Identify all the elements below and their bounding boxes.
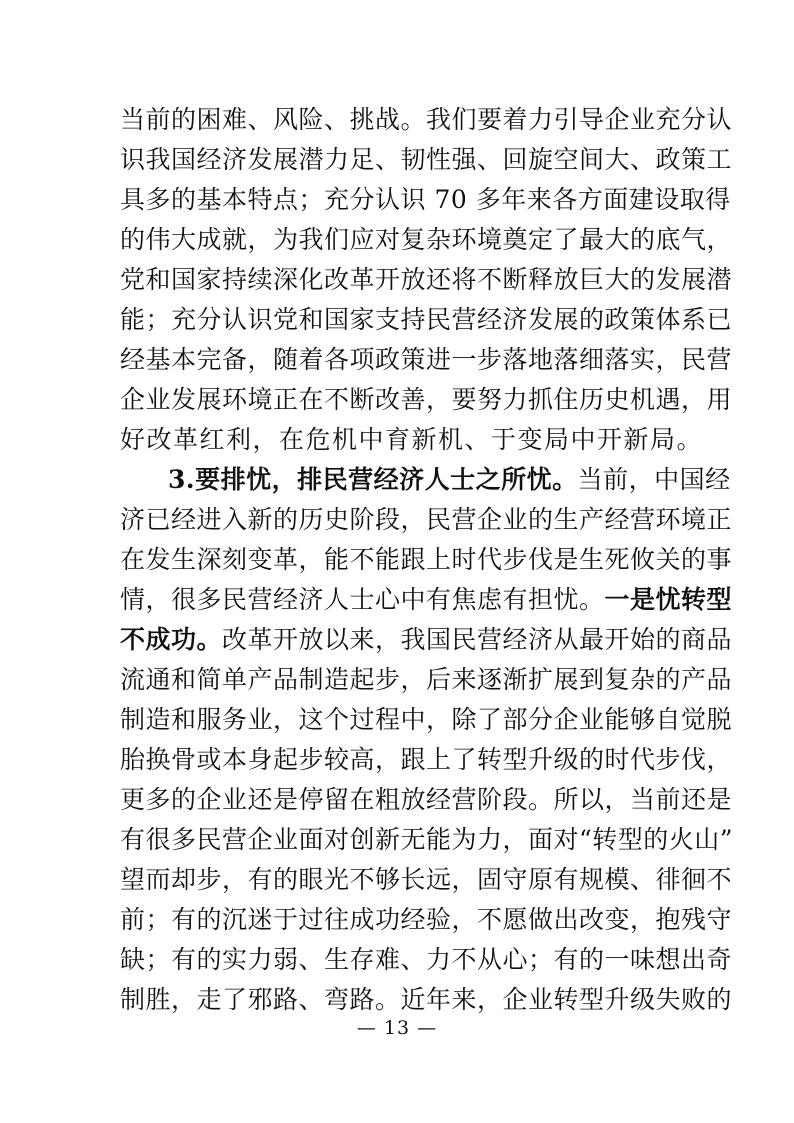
text-segment: 的伟大成就，为我们应对复杂环境奠定了最大的底气， xyxy=(120,225,733,254)
text-line xyxy=(120,261,733,299)
text-line xyxy=(120,541,733,579)
text-segment: 能；充分认识党和国家支持民营经济发展的政策体系已 xyxy=(120,305,733,334)
text-line xyxy=(120,621,733,659)
text-line xyxy=(120,581,733,619)
text-segment: 望而却步，有的眼光不够长远，固守原有规模、徘徊不 xyxy=(120,865,733,894)
text-segment: 在发生深刻变革，能不能跟上时代步伐是生死攸关的事 xyxy=(120,545,733,574)
text-line xyxy=(120,341,733,379)
text-line xyxy=(120,741,733,779)
text-line xyxy=(120,941,733,979)
text-segment: 好改革红利，在危机中育新机、于变局中开新局。 xyxy=(120,425,704,454)
text-segment: 缺；有的实力弱、生存难、力不从心；有的一味想出奇 xyxy=(120,945,733,974)
text-line xyxy=(120,701,733,739)
text-line xyxy=(120,381,733,419)
text-line xyxy=(120,301,733,339)
text-segment: 企业发展环境正在不断改善，要努力抓住历史机遇，用 xyxy=(120,385,733,414)
text-line xyxy=(120,501,733,539)
paragraph-end-line xyxy=(120,421,704,459)
text-segment: 制造和服务业，这个过程中，除了部分企业能够自觉脱 xyxy=(120,705,733,734)
text-line xyxy=(120,181,731,219)
text-segment: 胎换骨或本身起步较高，跟上了转型升级的时代步伐， xyxy=(120,745,733,774)
text-line xyxy=(120,861,733,899)
text-segment: 识我国经济发展潜力足、韧性强、回旋空间大、政策工 xyxy=(120,145,733,174)
text-line xyxy=(120,221,733,259)
text-segment: 当前的困难、风险、挑战。我们要着力引导企业充分认 xyxy=(120,105,733,134)
text-segment: 具多的基本特点；充分认识 70 多年来各方面建设取得 xyxy=(120,185,731,214)
section-heading-line xyxy=(168,461,731,499)
text-segment: 前；有的沉迷于过往成功经验，不愿做出改变，抱残守 xyxy=(120,905,733,934)
text-segment: 制胜，走了邪路、弯路。近年来，企业转型升级失败的 xyxy=(120,985,733,1014)
text-segment: 济已经进入新的历史阶段，民营企业的生产经营环境正 xyxy=(120,505,733,534)
text-segment: 有很多民营企业面对创新无能为力，面对“转型的火山” xyxy=(120,825,734,854)
section-heading: 3.要排忧，排民营经济人士之所忧。 xyxy=(168,465,578,494)
text-segment: 情，很多民营经济人士心中有焦虑有担忧。 xyxy=(120,585,605,614)
text-line xyxy=(120,781,733,819)
text-line xyxy=(120,141,733,179)
text-segment: 更多的企业还是停留在粗放经营阶段。所以，当前还是 xyxy=(120,785,733,814)
text-line xyxy=(120,821,734,859)
text-segment: 党和国家持续深化改革开放还将不断释放巨大的发展潜 xyxy=(120,265,733,294)
text-line xyxy=(120,901,733,939)
text-line xyxy=(120,101,733,139)
text-line xyxy=(120,661,733,699)
bold-emphasis: 不成功。 xyxy=(120,625,223,654)
bold-emphasis: 一是忧转型 xyxy=(604,585,733,614)
page-number: — 13 — xyxy=(356,1017,438,1039)
text-segment: 当前，中国经 xyxy=(577,465,731,494)
text-segment: 经基本完备，随着各项政策进一步落地落细落实，民营 xyxy=(120,345,733,374)
text-segment: 改革开放以来，我国民营经济从最开始的商品 xyxy=(222,625,733,654)
text-segment: 流通和简单产品制造起步，后来逐渐扩展到复杂的产品 xyxy=(120,665,733,694)
